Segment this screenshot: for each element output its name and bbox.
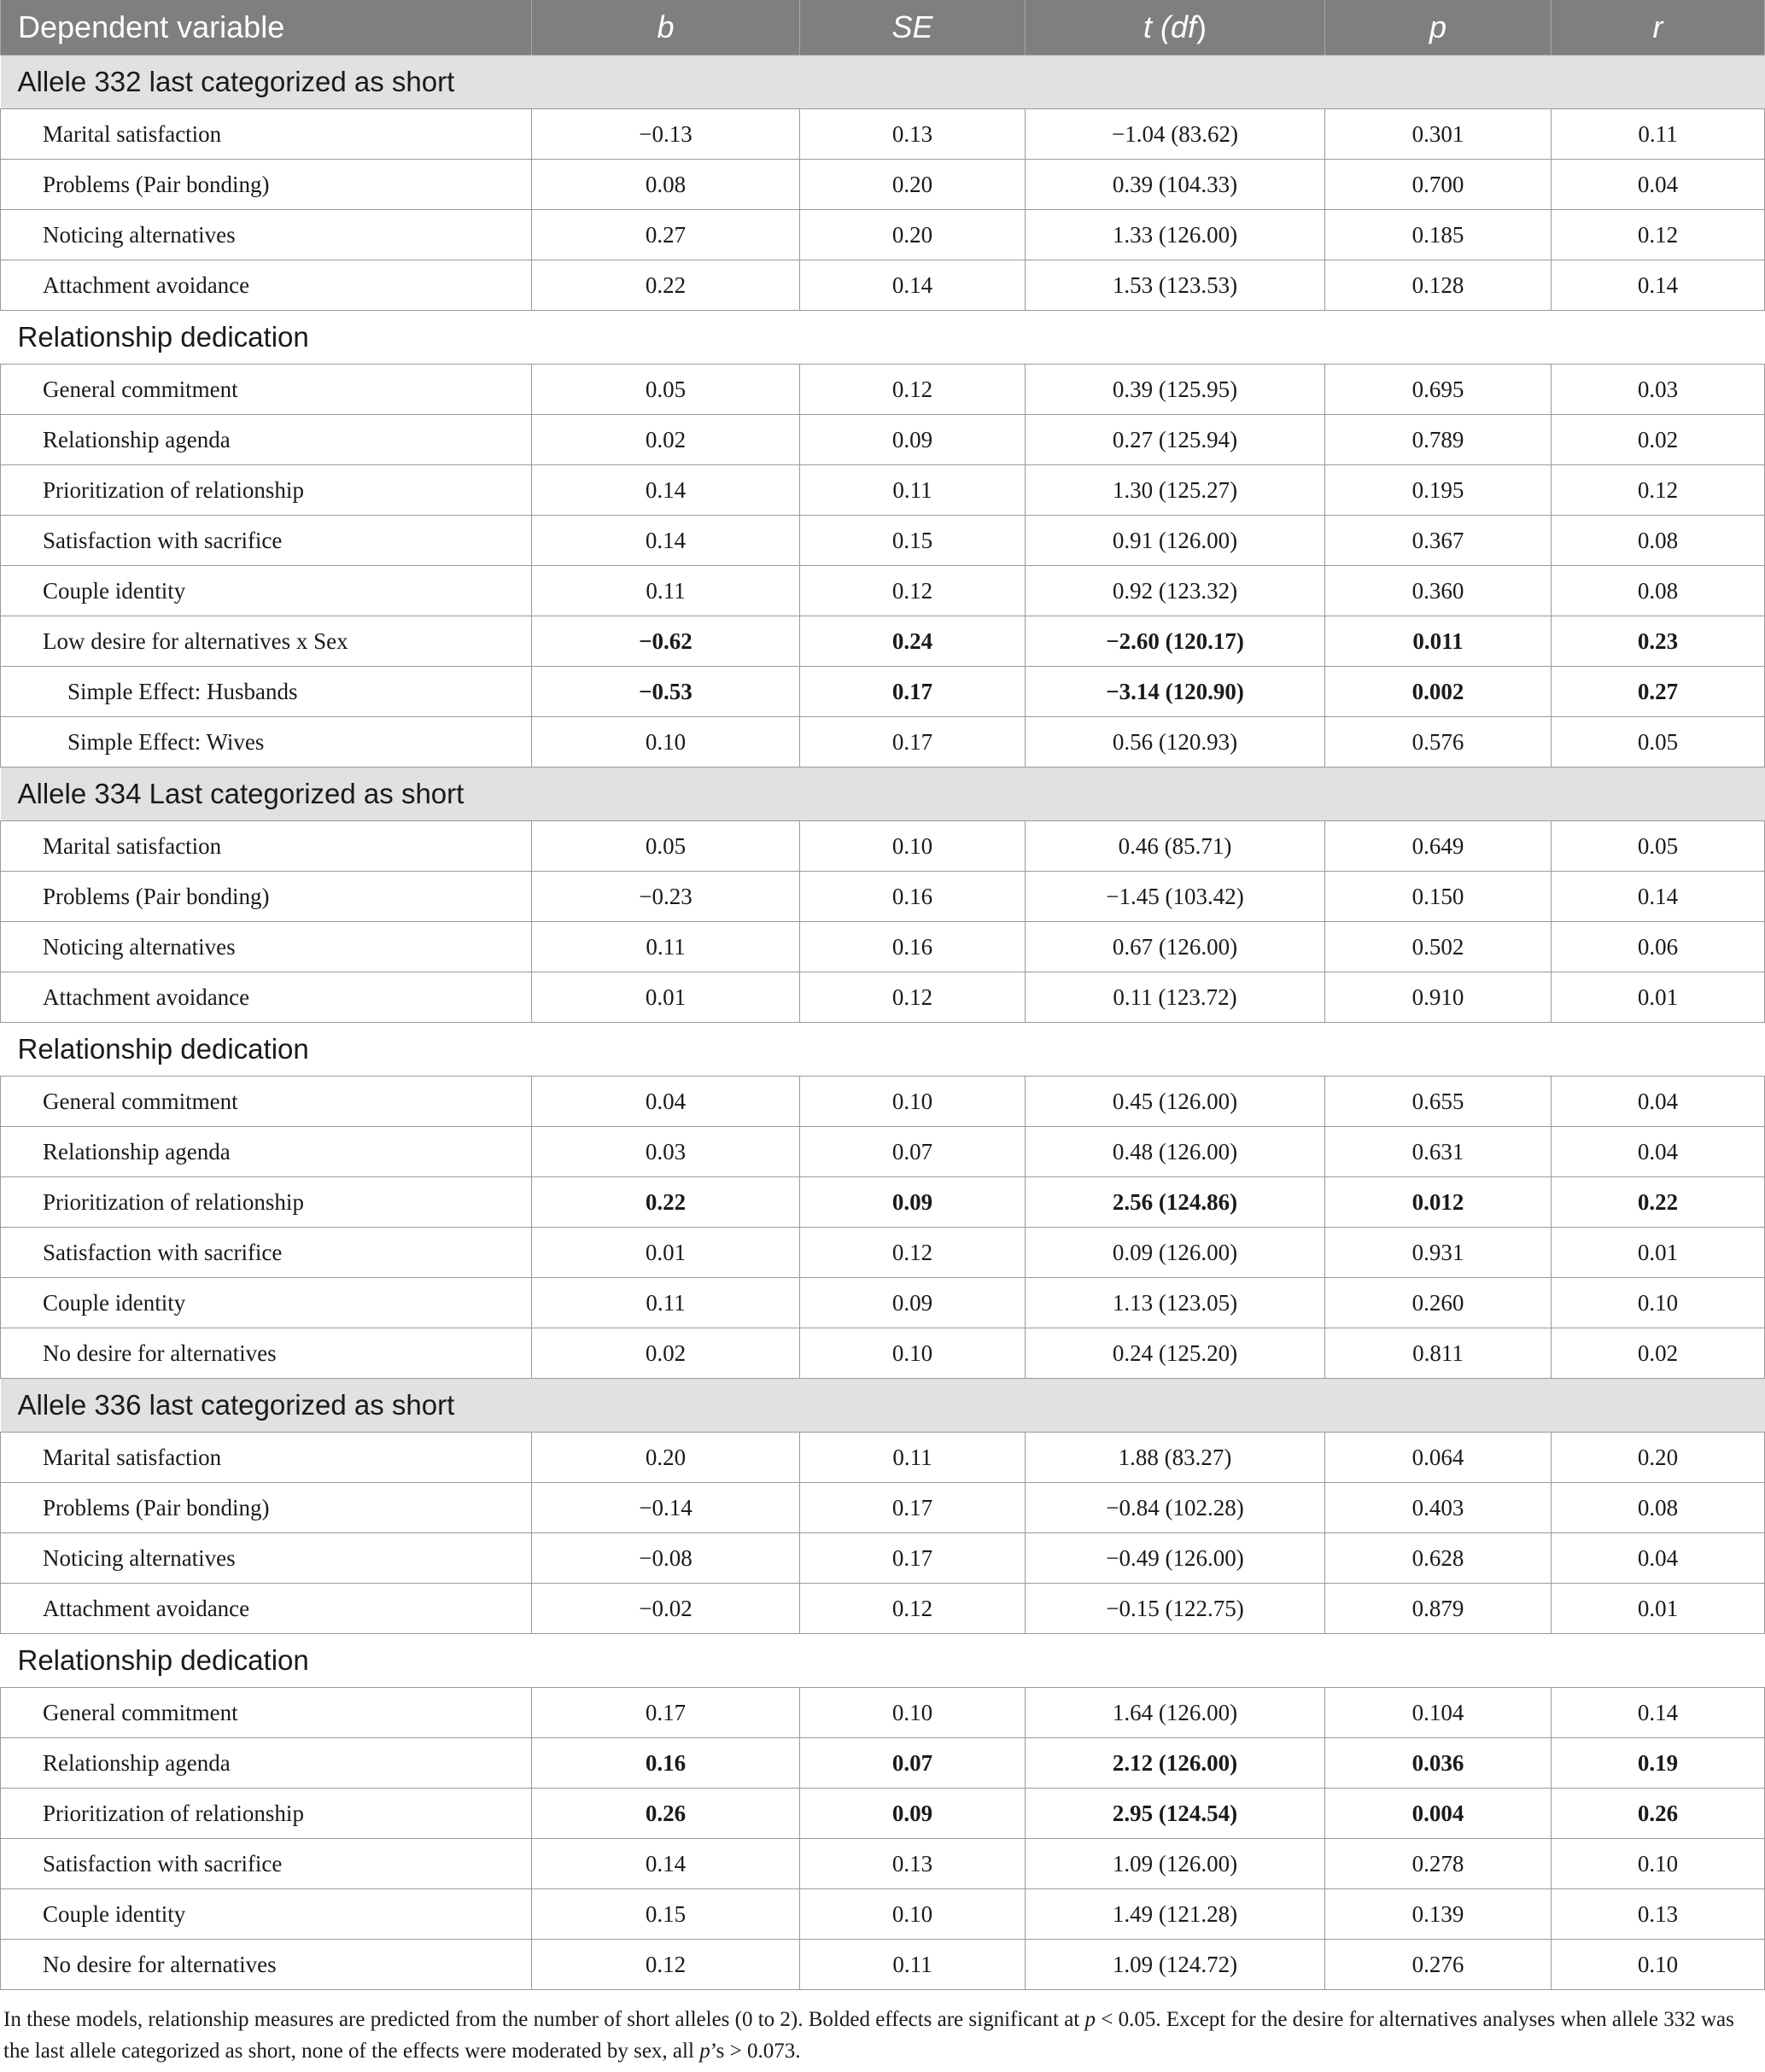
t-df-cell: 1.30 (125.27) (1026, 465, 1325, 516)
se-cell: 0.11 (800, 1433, 1026, 1483)
r-cell: 0.04 (1552, 1077, 1765, 1127)
table-row (1, 922, 1765, 972)
b-cell: 0.05 (532, 365, 800, 415)
table-row (1, 1584, 1765, 1634)
header-row (1, 0, 1765, 55)
r-cell: 0.19 (1552, 1738, 1765, 1789)
se-cell: 0.09 (800, 415, 1026, 465)
t-df-cell: 0.46 (85.71) (1026, 821, 1325, 872)
se-cell: 0.12 (800, 972, 1026, 1023)
t-df-cell: 1.53 (123.53) (1026, 260, 1325, 311)
dependent-variable-cell: Prioritization of relationship (1, 465, 532, 516)
table-row (1, 872, 1765, 922)
r-cell: 0.14 (1552, 1688, 1765, 1738)
b-cell: 0.05 (532, 821, 800, 872)
t-df-cell: −1.04 (83.62) (1026, 109, 1325, 160)
table-row (1, 821, 1765, 872)
b-cell: 0.27 (532, 210, 800, 260)
p-cell: 0.301 (1325, 109, 1552, 160)
b-cell: 0.12 (532, 1940, 800, 1990)
b-cell: −0.13 (532, 109, 800, 160)
r-cell: 0.10 (1552, 1278, 1765, 1328)
b-cell: 0.26 (532, 1789, 800, 1839)
dependent-variable-cell: Attachment avoidance (1, 260, 532, 311)
dependent-variable-cell: Noticing alternatives (1, 210, 532, 260)
header-p-label: p (1429, 9, 1447, 44)
p-cell: 0.789 (1325, 415, 1552, 465)
b-cell: 0.14 (532, 1839, 800, 1889)
t-df-cell: −2.60 (120.17) (1026, 616, 1325, 667)
p-cell: 0.700 (1325, 160, 1552, 210)
t-df-cell: 1.88 (83.27) (1026, 1433, 1325, 1483)
b-cell: 0.11 (532, 1278, 800, 1328)
se-cell: 0.10 (800, 1328, 1026, 1379)
b-cell: 0.22 (532, 1177, 800, 1228)
section-header-row (1, 1379, 1765, 1433)
r-cell: 0.08 (1552, 516, 1765, 566)
se-cell: 0.15 (800, 516, 1026, 566)
r-cell: 0.06 (1552, 922, 1765, 972)
se-cell: 0.17 (800, 717, 1026, 768)
footnote-text-1: In these models, relationship measures are predicted from the number of short alleles (0 to 2). Bolded effects are significant at (3, 2008, 1085, 2031)
b-cell: 0.16 (532, 1738, 800, 1789)
b-cell: 0.01 (532, 972, 800, 1023)
p-cell: 0.695 (1325, 365, 1552, 415)
se-cell: 0.09 (800, 1278, 1026, 1328)
subsection-header-row (1, 1634, 1765, 1688)
b-cell: −0.23 (532, 872, 800, 922)
subsection-title: Relationship dedication (1, 311, 1765, 365)
b-cell: 0.17 (532, 1688, 800, 1738)
table-row (1, 1738, 1765, 1789)
p-cell: 0.631 (1325, 1127, 1552, 1177)
table-row (1, 465, 1765, 516)
b-cell: 0.01 (532, 1228, 800, 1278)
table-row (1, 616, 1765, 667)
header-dependent-variable: Dependent variable (1, 0, 532, 55)
p-cell: 0.150 (1325, 872, 1552, 922)
dependent-variable-cell: Simple Effect: Husbands (1, 667, 532, 717)
se-cell: 0.10 (800, 1889, 1026, 1940)
r-cell: 0.26 (1552, 1789, 1765, 1839)
dependent-variable-cell: Marital satisfaction (1, 109, 532, 160)
t-df-cell: 2.12 (126.00) (1026, 1738, 1325, 1789)
se-cell: 0.09 (800, 1789, 1026, 1839)
r-cell: 0.13 (1552, 1889, 1765, 1940)
r-cell: 0.08 (1552, 1483, 1765, 1533)
table-row (1, 1483, 1765, 1533)
dependent-variable-cell: Relationship agenda (1, 1738, 532, 1789)
section-title: Allele 336 last categorized as short (1, 1379, 1765, 1433)
subsection-header-row (1, 1023, 1765, 1077)
table-row (1, 1127, 1765, 1177)
p-cell: 0.931 (1325, 1228, 1552, 1278)
dependent-variable-cell: Attachment avoidance (1, 972, 532, 1023)
p-cell: 0.260 (1325, 1278, 1552, 1328)
dependent-variable-cell: No desire for alternatives (1, 1328, 532, 1379)
header-r (1552, 0, 1765, 55)
t-df-cell: 1.49 (121.28) (1026, 1889, 1325, 1940)
dependent-variable-cell: Prioritization of relationship (1, 1789, 532, 1839)
r-cell: 0.11 (1552, 109, 1765, 160)
b-cell: 0.22 (532, 260, 800, 311)
b-cell: −0.62 (532, 616, 800, 667)
p-cell: 0.011 (1325, 616, 1552, 667)
b-cell: 0.08 (532, 160, 800, 210)
p-cell: 0.012 (1325, 1177, 1552, 1228)
r-cell: 0.02 (1552, 1328, 1765, 1379)
subsection-title: Relationship dedication (1, 1634, 1765, 1688)
b-cell: −0.53 (532, 667, 800, 717)
table-row (1, 1228, 1765, 1278)
t-df-cell: 0.39 (125.95) (1026, 365, 1325, 415)
t-df-cell: 1.13 (123.05) (1026, 1278, 1325, 1328)
table-body (1, 55, 1765, 1990)
b-cell: 0.11 (532, 566, 800, 616)
p-cell: 0.064 (1325, 1433, 1552, 1483)
dependent-variable-cell: Low desire for alternatives x Sex (1, 616, 532, 667)
header-b (532, 0, 800, 55)
r-cell: 0.14 (1552, 260, 1765, 311)
b-cell: 0.10 (532, 717, 800, 768)
se-cell: 0.11 (800, 1940, 1026, 1990)
table-row (1, 566, 1765, 616)
p-cell: 0.655 (1325, 1077, 1552, 1127)
se-cell: 0.17 (800, 667, 1026, 717)
se-cell: 0.12 (800, 566, 1026, 616)
b-cell: 0.14 (532, 516, 800, 566)
footnote-p-symbol-2: p (699, 2040, 710, 2063)
p-cell: 0.367 (1325, 516, 1552, 566)
dependent-variable-cell: Relationship agenda (1, 1127, 532, 1177)
table-row (1, 1889, 1765, 1940)
table-row (1, 717, 1765, 768)
t-df-cell: 0.48 (126.00) (1026, 1127, 1325, 1177)
table-row (1, 1433, 1765, 1483)
p-cell: 0.628 (1325, 1533, 1552, 1584)
header-se (800, 0, 1026, 55)
t-df-cell: 0.24 (125.20) (1026, 1328, 1325, 1379)
table-row (1, 1328, 1765, 1379)
dependent-variable-cell: Attachment avoidance (1, 1584, 532, 1634)
p-cell: 0.576 (1325, 717, 1552, 768)
r-cell: 0.12 (1552, 465, 1765, 516)
table-row (1, 1789, 1765, 1839)
p-cell: 0.879 (1325, 1584, 1552, 1634)
r-cell: 0.20 (1552, 1433, 1765, 1483)
t-df-cell: 0.27 (125.94) (1026, 415, 1325, 465)
p-cell: 0.004 (1325, 1789, 1552, 1839)
dependent-variable-cell: Satisfaction with sacrifice (1, 516, 532, 566)
se-cell: 0.10 (800, 1688, 1026, 1738)
r-cell: 0.27 (1552, 667, 1765, 717)
p-cell: 0.360 (1325, 566, 1552, 616)
header-t-label: t ( (1143, 9, 1171, 44)
t-df-cell: 0.67 (126.00) (1026, 922, 1325, 972)
table-row (1, 1077, 1765, 1127)
table-row (1, 365, 1765, 415)
header-df-label: df (1170, 9, 1197, 44)
table-header (1, 0, 1765, 55)
r-cell: 0.04 (1552, 160, 1765, 210)
b-cell: 0.03 (532, 1127, 800, 1177)
dependent-variable-cell: Couple identity (1, 1889, 532, 1940)
r-cell: 0.02 (1552, 415, 1765, 465)
b-cell: −0.14 (532, 1483, 800, 1533)
p-cell: 0.403 (1325, 1483, 1552, 1533)
se-cell: 0.14 (800, 260, 1026, 311)
table-row (1, 1533, 1765, 1584)
dependent-variable-cell: General commitment (1, 365, 532, 415)
table-row (1, 415, 1765, 465)
table-row (1, 667, 1765, 717)
se-cell: 0.20 (800, 210, 1026, 260)
se-cell: 0.17 (800, 1533, 1026, 1584)
se-cell: 0.10 (800, 821, 1026, 872)
r-cell: 0.10 (1552, 1839, 1765, 1889)
section-title: Allele 334 Last categorized as short (1, 768, 1765, 821)
p-cell: 0.811 (1325, 1328, 1552, 1379)
t-df-cell: 0.92 (123.32) (1026, 566, 1325, 616)
dependent-variable-cell: Problems (Pair bonding) (1, 1483, 532, 1533)
table-row (1, 160, 1765, 210)
se-cell: 0.20 (800, 160, 1026, 210)
header-t-suffix: ) (1196, 9, 1207, 44)
p-cell: 0.195 (1325, 465, 1552, 516)
section-header-row (1, 55, 1765, 109)
table-row (1, 1688, 1765, 1738)
header-b-label: b (657, 9, 675, 44)
dependent-variable-cell: Couple identity (1, 566, 532, 616)
r-cell: 0.10 (1552, 1940, 1765, 1990)
b-cell: 0.04 (532, 1077, 800, 1127)
dependent-variable-cell: Noticing alternatives (1, 922, 532, 972)
r-cell: 0.01 (1552, 1228, 1765, 1278)
dependent-variable-cell: Relationship agenda (1, 415, 532, 465)
p-cell: 0.185 (1325, 210, 1552, 260)
t-df-cell: −3.14 (120.90) (1026, 667, 1325, 717)
r-cell: 0.04 (1552, 1533, 1765, 1584)
p-cell: 0.002 (1325, 667, 1552, 717)
se-cell: 0.24 (800, 616, 1026, 667)
b-cell: −0.08 (532, 1533, 800, 1584)
t-df-cell: −0.49 (126.00) (1026, 1533, 1325, 1584)
t-df-cell: 2.95 (124.54) (1026, 1789, 1325, 1839)
se-cell: 0.09 (800, 1177, 1026, 1228)
se-cell: 0.16 (800, 872, 1026, 922)
dependent-variable-cell: Couple identity (1, 1278, 532, 1328)
table-row (1, 1177, 1765, 1228)
dependent-variable-cell: Prioritization of relationship (1, 1177, 532, 1228)
t-df-cell: 0.11 (123.72) (1026, 972, 1325, 1023)
r-cell: 0.05 (1552, 717, 1765, 768)
b-cell: 0.11 (532, 922, 800, 972)
p-cell: 0.104 (1325, 1688, 1552, 1738)
p-cell: 0.128 (1325, 260, 1552, 311)
t-df-cell: 1.09 (126.00) (1026, 1839, 1325, 1889)
t-df-cell: 1.33 (126.00) (1026, 210, 1325, 260)
header-se-label: SE (891, 9, 933, 44)
se-cell: 0.10 (800, 1077, 1026, 1127)
dependent-variable-cell: Noticing alternatives (1, 1533, 532, 1584)
r-cell: 0.14 (1552, 872, 1765, 922)
se-cell: 0.17 (800, 1483, 1026, 1533)
dependent-variable-cell: Problems (Pair bonding) (1, 160, 532, 210)
dependent-variable-cell: General commitment (1, 1688, 532, 1738)
table-row (1, 972, 1765, 1023)
se-cell: 0.13 (800, 1839, 1026, 1889)
table-row (1, 1278, 1765, 1328)
table-row (1, 109, 1765, 160)
b-cell: 0.02 (532, 415, 800, 465)
header-r-label: r (1652, 9, 1663, 44)
table-row (1, 1940, 1765, 1990)
se-cell: 0.13 (800, 109, 1026, 160)
p-cell: 0.502 (1325, 922, 1552, 972)
r-cell: 0.05 (1552, 821, 1765, 872)
t-df-cell: 0.45 (126.00) (1026, 1077, 1325, 1127)
p-cell: 0.139 (1325, 1889, 1552, 1940)
se-cell: 0.07 (800, 1738, 1026, 1789)
b-cell: 0.14 (532, 465, 800, 516)
table-row (1, 260, 1765, 311)
p-cell: 0.278 (1325, 1839, 1552, 1889)
se-cell: 0.12 (800, 365, 1026, 415)
t-df-cell: 1.64 (126.00) (1026, 1688, 1325, 1738)
table-row (1, 210, 1765, 260)
dependent-variable-cell: Simple Effect: Wives (1, 717, 532, 768)
dependent-variable-cell: General commitment (1, 1077, 532, 1127)
t-df-cell: 2.56 (124.86) (1026, 1177, 1325, 1228)
footnote-p-symbol-1: p (1084, 2008, 1096, 2031)
se-cell: 0.12 (800, 1228, 1026, 1278)
t-df-cell: 0.09 (126.00) (1026, 1228, 1325, 1278)
section-title: Allele 332 last categorized as short (1, 55, 1765, 109)
b-cell: −0.02 (532, 1584, 800, 1634)
r-cell: 0.01 (1552, 1584, 1765, 1634)
r-cell: 0.03 (1552, 365, 1765, 415)
se-cell: 0.12 (800, 1584, 1026, 1634)
r-cell: 0.23 (1552, 616, 1765, 667)
dependent-variable-cell: Problems (Pair bonding) (1, 872, 532, 922)
dependent-variable-cell: Marital satisfaction (1, 1433, 532, 1483)
r-cell: 0.01 (1552, 972, 1765, 1023)
header-p (1325, 0, 1552, 55)
header-t-df (1026, 0, 1325, 55)
r-cell: 0.22 (1552, 1177, 1765, 1228)
r-cell: 0.12 (1552, 210, 1765, 260)
b-cell: 0.15 (532, 1889, 800, 1940)
r-cell: 0.04 (1552, 1127, 1765, 1177)
section-header-row (1, 768, 1765, 821)
dependent-variable-cell: Satisfaction with sacrifice (1, 1839, 532, 1889)
table-row (1, 1839, 1765, 1889)
table-footnote (0, 1990, 1762, 2067)
t-df-cell: 1.09 (124.72) (1026, 1940, 1325, 1990)
t-df-cell: −1.45 (103.42) (1026, 872, 1325, 922)
se-cell: 0.16 (800, 922, 1026, 972)
subsection-header-row (1, 311, 1765, 365)
table-row (1, 516, 1765, 566)
t-df-cell: 0.56 (120.93) (1026, 717, 1325, 768)
t-df-cell: 0.91 (126.00) (1026, 516, 1325, 566)
p-cell: 0.910 (1325, 972, 1552, 1023)
dependent-variable-cell: Marital satisfaction (1, 821, 532, 872)
b-cell: 0.20 (532, 1433, 800, 1483)
p-cell: 0.276 (1325, 1940, 1552, 1990)
b-cell: 0.02 (532, 1328, 800, 1379)
p-cell: 0.649 (1325, 821, 1552, 872)
se-cell: 0.11 (800, 465, 1026, 516)
se-cell: 0.07 (800, 1127, 1026, 1177)
t-df-cell: −0.15 (122.75) (1026, 1584, 1325, 1634)
footnote-text-3: ’s > 0.073. (710, 2040, 801, 2063)
subsection-title: Relationship dedication (1, 1023, 1765, 1077)
p-cell: 0.036 (1325, 1738, 1552, 1789)
t-df-cell: −0.84 (102.28) (1026, 1483, 1325, 1533)
footnote-text-2: < 0.05. Except for the desire for alternatives analyses when allele 332 was the last allele categorized as short, none of the effects were moderated by sex, all (3, 2008, 1734, 2063)
r-cell: 0.08 (1552, 566, 1765, 616)
dependent-variable-cell: Satisfaction with sacrifice (1, 1228, 532, 1278)
dependent-variable-cell: No desire for alternatives (1, 1940, 532, 1990)
t-df-cell: 0.39 (104.33) (1026, 160, 1325, 210)
